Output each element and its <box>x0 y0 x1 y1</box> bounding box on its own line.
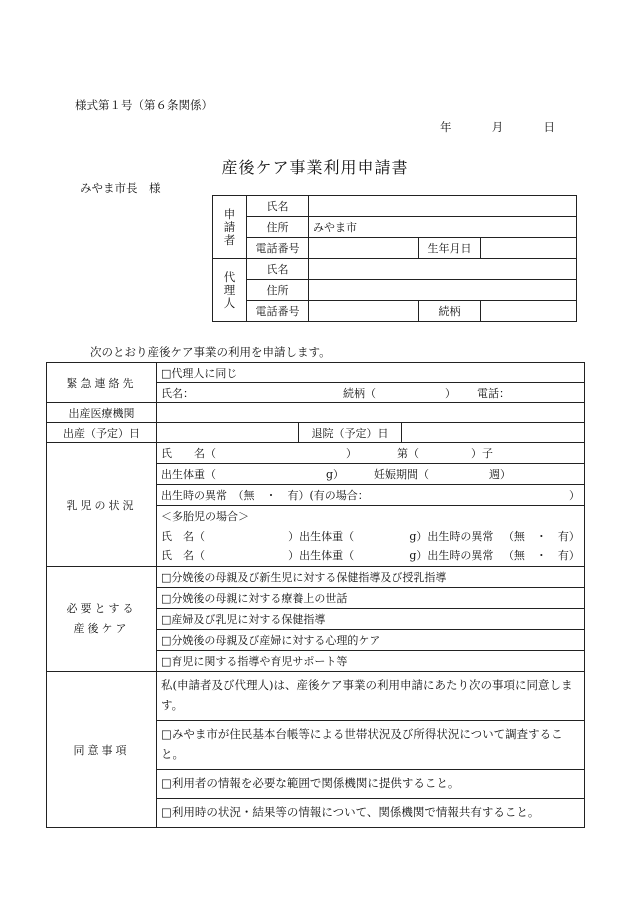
addressee: みやま市長 様 <box>80 181 161 195</box>
facility-field[interactable] <box>157 403 585 423</box>
consent-item-checkbox[interactable]: □利用者の情報を必要な範囲で関係機関に提供すること。 <box>157 770 584 799</box>
birth-date-label: 出産（予定）日 <box>47 423 157 443</box>
emergency-name-prefix: 氏名： <box>161 386 194 400</box>
agent-name-field[interactable] <box>309 259 577 280</box>
discharge-date-field[interactable] <box>402 423 585 443</box>
care-option-checkbox[interactable]: □育児に関する指導や育児サポート等 <box>161 655 348 668</box>
applicant-table <box>212 195 577 322</box>
infant-gestation-label: 妊娠期間（ <box>374 468 430 481</box>
emergency-same-as-agent-checkbox[interactable]: □代理人に同じ <box>157 363 585 383</box>
birth-date-field[interactable] <box>157 423 299 443</box>
consent-statement: 私(申請者及び代理人)は、産後ケア事業の利用申請にあたり次の事項に同意します。 <box>157 672 584 721</box>
infant-abnormality-row[interactable] <box>157 485 584 506</box>
multiple-birth-abnormality-label: g）出生時の異常 <box>409 548 494 562</box>
care-label <box>47 567 157 672</box>
care-option-checkbox[interactable]: □分娩後の母親及び産婦に対する心理的ケア <box>157 630 584 651</box>
facility-label: 出産医療機関 <box>47 403 157 423</box>
agent-relation-label: 続柄 <box>419 301 481 322</box>
infant-label: 乳児の状況 <box>47 443 157 567</box>
agent-address-field[interactable] <box>309 280 577 301</box>
infant-section <box>157 443 585 567</box>
infant-abnormality-close: ） <box>569 489 580 502</box>
intro-text: 次のとおり産後ケア事業の利用を申請します。 <box>90 345 331 359</box>
multiple-births-block <box>157 506 584 566</box>
infant-name-label: 氏 名（ <box>161 447 216 460</box>
multiple-birth-choice: （無 ・ 有） <box>502 529 580 543</box>
document-title: 産後ケア事業利用申請書 <box>221 158 409 177</box>
infant-name-close: ） <box>346 447 357 460</box>
date-year: 年 <box>440 120 452 134</box>
applicant-address-label: 住所 <box>247 217 309 238</box>
agent-phone-field[interactable] <box>309 301 419 322</box>
agent-relation-field[interactable] <box>481 301 577 322</box>
multiple-birth-choice: （無 ・ 有） <box>502 548 580 562</box>
infant-weight-unit: g） <box>326 468 345 481</box>
multiple-birth-name-label: 氏 名（ <box>161 529 205 543</box>
care-label-line1: 必要とする <box>66 602 137 615</box>
consent-label: 同意事項 <box>47 672 157 828</box>
applicant-address-field[interactable]: みやま市 <box>309 217 577 238</box>
agent-name-label: 氏名 <box>247 259 309 280</box>
infant-name-row[interactable] <box>157 443 584 464</box>
agent-phone-label: 電話番号 <box>247 301 309 322</box>
emergency-phone-prefix: 電話： <box>477 386 510 400</box>
applicant-name-label: 氏名 <box>247 196 309 217</box>
care-option-checkbox[interactable]: □産婦及び乳児に対する保健指導 <box>157 609 584 630</box>
infant-weight-label: 出生体重（ <box>161 468 216 481</box>
applicant-group-label: 申 請 者 <box>213 196 247 259</box>
multiple-birth-row[interactable] <box>161 526 580 545</box>
applicant-birthdate-field[interactable] <box>481 238 577 259</box>
form-number: 様式第１号（第６条関係） <box>75 98 213 112</box>
applicant-phone-field[interactable] <box>309 238 419 259</box>
infant-order-label: 第（ <box>397 447 419 460</box>
multiple-birth-abnormality-label: g）出生時の異常 <box>409 529 494 543</box>
infant-gestation-unit: 週） <box>489 468 512 481</box>
consent-item-checkbox[interactable]: □利用時の状況・結果等の情報について、関係機関で情報共有すること。 <box>161 805 540 819</box>
emergency-relation-close: ） <box>445 386 456 400</box>
emergency-contact-row[interactable] <box>157 383 585 403</box>
agent-group-label: 代 理 人 <box>213 259 247 322</box>
multiple-birth-row[interactable] <box>161 545 580 564</box>
date-day: 日 <box>543 120 555 134</box>
infant-abnormality-label: 出生時の異常 （無 ・ 有）(有の場合： <box>161 489 369 502</box>
discharge-date-label: 退院（予定）日 <box>299 423 402 443</box>
care-options <box>157 567 585 672</box>
applicant-phone-label: 電話番号 <box>247 238 309 259</box>
care-option-checkbox[interactable]: □分娩後の母親に対する療養上の世話 <box>157 588 584 609</box>
agent-address-label: 住所 <box>247 280 309 301</box>
care-option-checkbox[interactable]: □分娩後の母親及び新生児に対する保健指導及び授乳指導 <box>157 567 584 588</box>
consent-section <box>157 672 585 828</box>
emergency-label: 緊急連絡先 <box>47 363 157 403</box>
multiple-birth-weight-label: ）出生体重（ <box>288 529 355 543</box>
care-label-line2: 産後ケア <box>73 622 130 635</box>
applicant-name-field[interactable] <box>309 196 577 217</box>
multiple-birth-weight-label: ）出生体重（ <box>288 548 355 562</box>
date-month: 月 <box>491 120 504 134</box>
multiple-births-header: ＜多胎児の場合＞ <box>161 510 249 523</box>
multiple-birth-name-label: 氏 名（ <box>161 548 205 562</box>
infant-weight-row[interactable] <box>157 464 584 485</box>
date-line <box>440 119 555 135</box>
consent-item-checkbox[interactable]: □みやま市が住民基本台帳等による世帯状況及び所得状況について調査すること。 <box>157 721 584 770</box>
infant-order-close: ）子 <box>471 447 493 460</box>
main-form-table <box>46 362 585 828</box>
emergency-relation-prefix: 続柄（ <box>343 386 376 400</box>
applicant-birthdate-label: 生年月日 <box>419 238 481 259</box>
